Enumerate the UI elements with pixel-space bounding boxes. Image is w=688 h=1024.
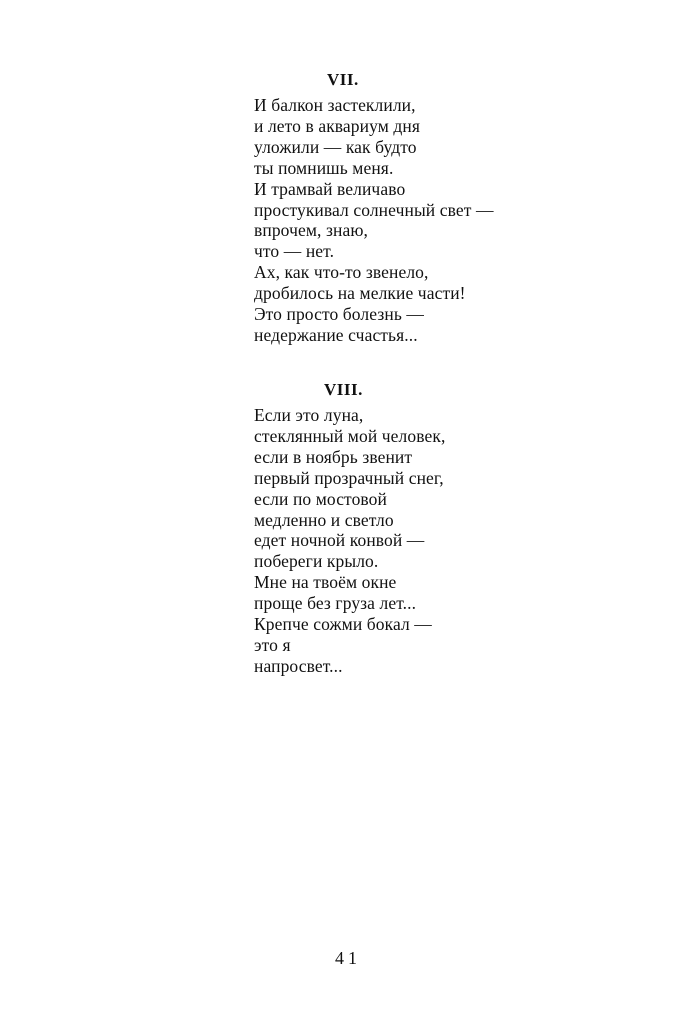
- poem-line: напросвет...: [254, 655, 343, 676]
- poem-line: Мне на твоём окне: [254, 572, 397, 593]
- poem-line: Крепче сожми бокал —: [254, 614, 432, 635]
- poem-line: и лето в аквариум дня: [254, 115, 420, 136]
- poem-line: Если это луна,: [254, 405, 364, 425]
- poem-line: Это просто болезнь —: [254, 304, 424, 325]
- poem-title: VII.: [327, 70, 359, 89]
- poem-line: недержание счастья...: [254, 324, 418, 345]
- poem-line: ты помнишь меня.: [254, 157, 394, 178]
- poem-line: побереги крыло.: [254, 551, 379, 572]
- poem-lines: [254, 95, 574, 346]
- poem-line: проще без груза лет...: [254, 593, 417, 614]
- poem-line: первый прозрачный снег,: [254, 467, 444, 488]
- poem-line: простукивал солнечный свет —: [254, 199, 494, 220]
- poem-line: если по мостовой: [254, 488, 387, 509]
- poem-line: если в ноябрь звенит: [254, 446, 413, 467]
- poem-viii: [254, 378, 574, 677]
- poem-line: едет ночной конвой —: [254, 530, 425, 551]
- poem-vii: [254, 68, 574, 346]
- poem-line: стеклянный мой человек,: [254, 425, 446, 446]
- poem-line: что — нет.: [254, 241, 335, 262]
- poem-line: Ах, как что-то звенело,: [254, 262, 429, 283]
- poem-line: медленно и светло: [254, 509, 394, 530]
- poem-line: уложили — как будто: [254, 136, 417, 157]
- poem-title: VIII.: [324, 380, 363, 399]
- poem-line: это я: [254, 634, 291, 655]
- poem-line: дробилось на мелкие части!: [254, 283, 466, 304]
- poem-line: впрочем, знаю,: [254, 220, 368, 241]
- page-number: 41: [335, 948, 361, 968]
- poem-line: И трамвай величаво: [254, 178, 406, 199]
- poem-line: И балкон застеклили,: [254, 95, 416, 115]
- poem-lines: [254, 405, 574, 677]
